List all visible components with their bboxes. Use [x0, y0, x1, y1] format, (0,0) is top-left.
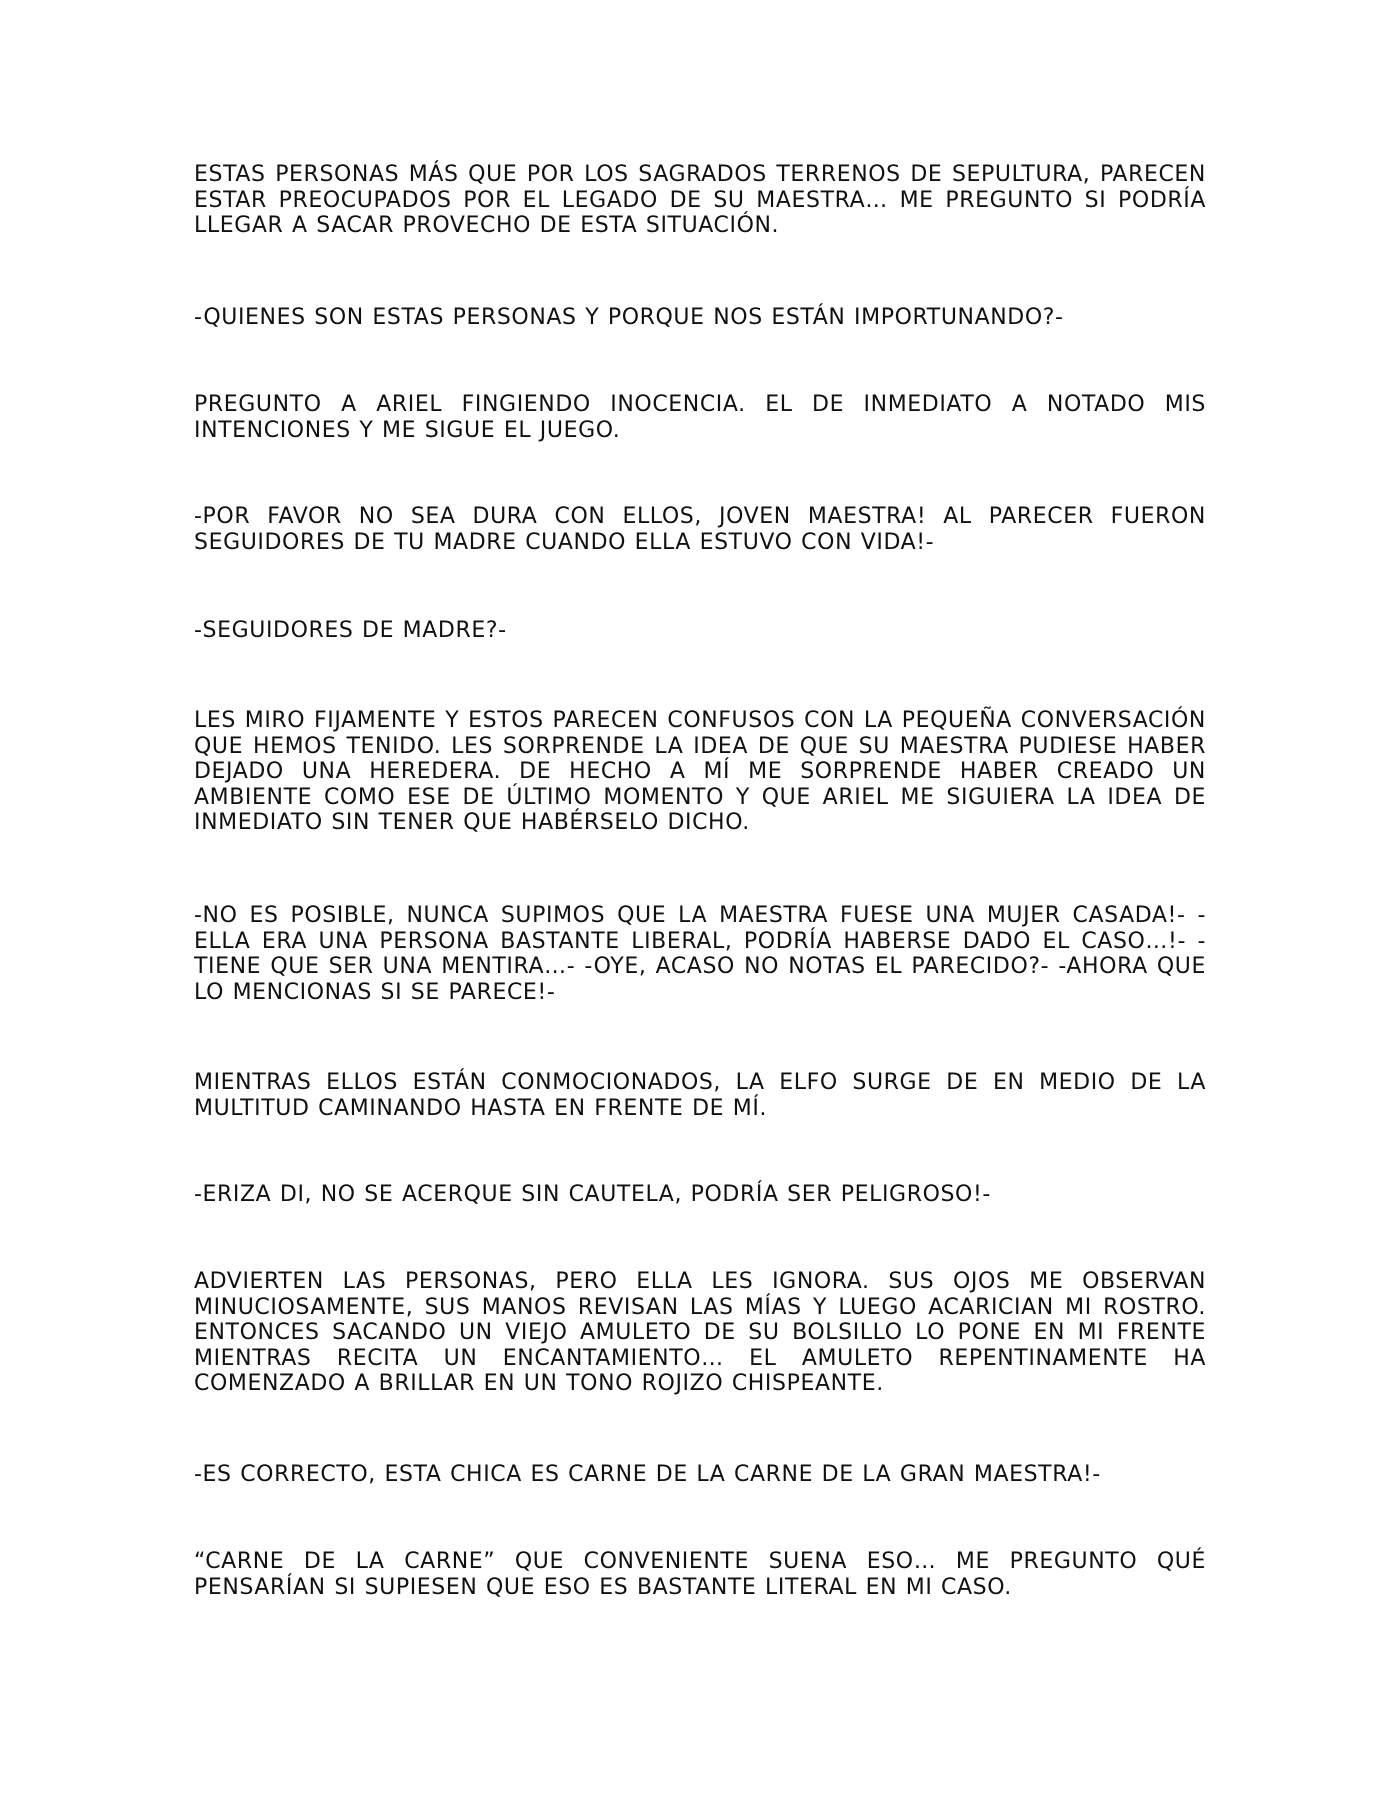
- paragraph-narration: MIENTRAS ELLOS ESTÁN CONMOCIONADOS, LA ELFO SURGE DE EN MEDIO DE LA MULTITUD CAMINANDO HASTA EN FRENTE DE MÍ.: [194, 1070, 1206, 1121]
- paragraph-narration: LES MIRO FIJAMENTE Y ESTOS PARECEN CONFUSOS CON LA PEQUEÑA CONVERSACIÓN QUE HEMOS TENIDO. LES SORPRENDE LA IDEA DE QUE SU MAESTRA PUDIESE HABER DEJADO UNA HEREDERA. DE HECHO A MÍ ME SORPRENDE HABER CREADO UN AMBIENTE COMO ESE DE ÚLTIMO MOMENTO Y QUE ARIEL ME SIGUIERA LA IDEA DE INMEDIATO SIN TENER QUE HABÉRSELO DICHO.: [194, 708, 1206, 835]
- paragraph-narration: “CARNE DE LA CARNE” QUE CONVENIENTE SUENA ESO… ME PREGUNTO QUÉ PENSARÍAN SI SUPIESEN QUE ESO ES BASTANTE LITERAL EN MI CASO.: [194, 1549, 1206, 1600]
- paragraph-dialogue: -QUIENES SON ESTAS PERSONAS Y PORQUE NOS ESTÁN IMPORTUNANDO?-: [194, 305, 1064, 330]
- paragraph-dialogue: -NO ES POSIBLE, NUNCA SUPIMOS QUE LA MAESTRA FUESE UNA MUJER CASADA!- -ELLA ERA UNA PERSONA BASTANTE LIBERAL, PODRÍA HABERSE DADO EL CASO…!- -TIENE QUE SER UNA MENTIRA…- -OYE, ACASO NO NOTAS EL PARECIDO?- -AHORA QUE LO MENCIONAS SI SE PARECE!-: [194, 903, 1206, 1005]
- paragraph-dialogue: -POR FAVOR NO SEA DURA CON ELLOS, JOVEN MAESTRA! AL PARECER FUERON SEGUIDORES DE TU MADRE CUANDO ELLA ESTUVO CON VIDA!-: [194, 504, 1206, 555]
- paragraph-narration: PREGUNTO A ARIEL FINGIENDO INOCENCIA. EL DE INMEDIATO A NOTADO MIS INTENCIONES Y ME SIGUE EL JUEGO.: [194, 392, 1206, 443]
- paragraph-narration: ADVIERTEN LAS PERSONAS, PERO ELLA LES IGNORA. SUS OJOS ME OBSERVAN MINUCIOSAMENTE, SUS MANOS REVISAN LAS MÍAS Y LUEGO ACARICIAN MI ROSTRO. ENTONCES SACANDO UN VIEJO AMULETO DE SU BOLSILLO LO PONE EN MI FRENTE MIENTRAS RECITA UN ENCANTAMIENTO… EL AMULETO REPENTINAMENTE HA COMENZADO A BRILLAR EN UN TONO ROJIZO CHISPEANTE.: [194, 1269, 1206, 1396]
- paragraph-narration: ESTAS PERSONAS MÁS QUE POR LOS SAGRADOS TERRENOS DE SEPULTURA, PARECEN ESTAR PREOCUPADOS POR EL LEGADO DE SU MAESTRA… ME PREGUNTO SI PODRÍA LLEGAR A SACAR PROVECHO DE ESTA SITUACIÓN.: [194, 162, 1206, 238]
- paragraph-dialogue: -SEGUIDORES DE MADRE?-: [194, 618, 507, 643]
- paragraph-dialogue: -ES CORRECTO, ESTA CHICA ES CARNE DE LA CARNE DE LA GRAN MAESTRA!-: [194, 1462, 1101, 1487]
- paragraph-dialogue: -ERIZA DI, NO SE ACERQUE SIN CAUTELA, PODRÍA SER PELIGROSO!-: [194, 1182, 991, 1207]
